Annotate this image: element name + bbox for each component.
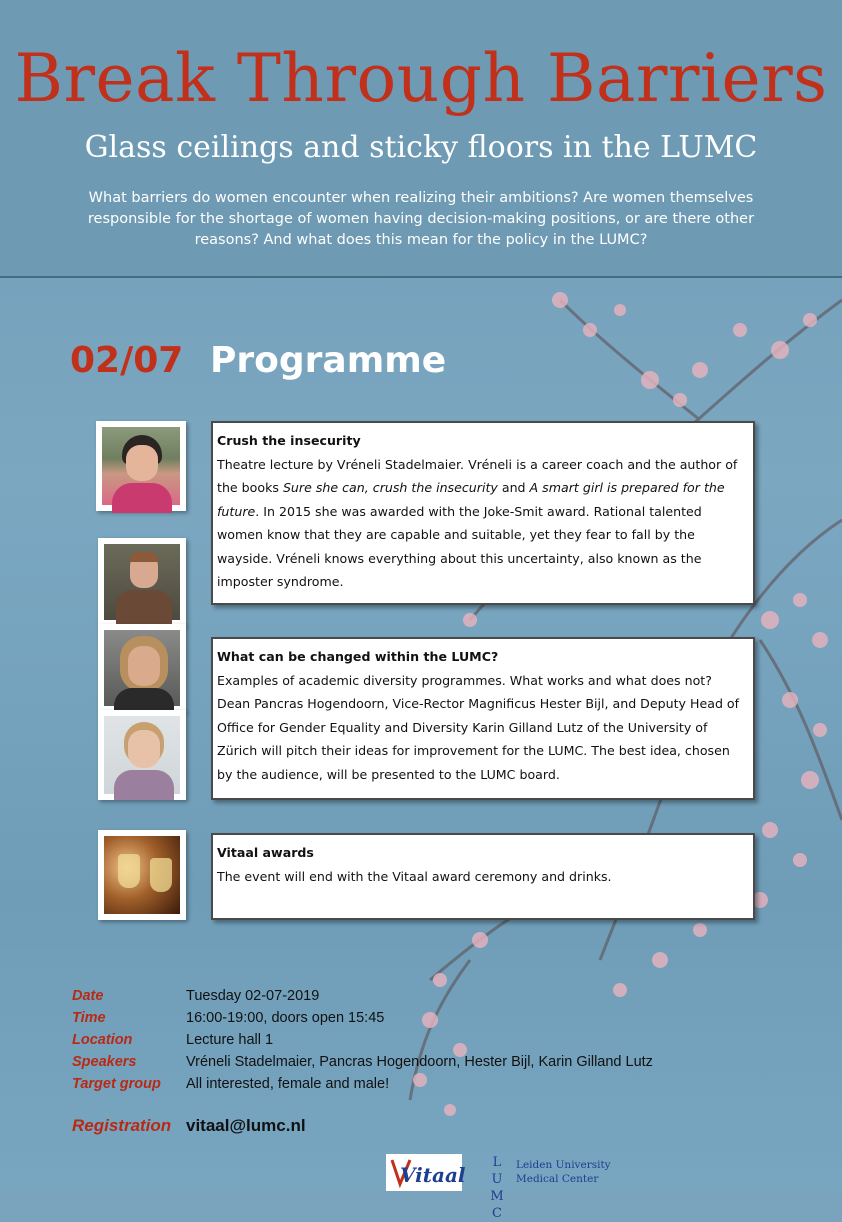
detail-label: Date [72,988,104,1004]
session-card-changes-lumc [211,637,755,800]
registration-label: Registration [72,1116,172,1135]
detail-value: Lecture hall 1 [186,1032,274,1048]
detail-value: Vréneli Stadelmaier, Pancras Hogendoorn, Hester Bijl, Karin Gilland Lutz [186,1054,653,1070]
detail-row-date [72,985,653,1007]
detail-label: Location [72,1032,133,1048]
detail-label: Time [72,1010,106,1026]
speaker-photo-stadelmaier [96,421,186,511]
session-card-vitaal-awards [211,833,755,920]
page-subtitle: Glass ceilings and sticky floors in the LUMC [84,130,758,165]
header-band [0,0,842,278]
vitaal-logo: Vitaal [386,1154,462,1191]
lumc-logo [486,1154,636,1221]
detail-value: 16:00-19:00, doors open 15:45 [186,1010,385,1026]
detail-label: Speakers [72,1054,137,1070]
programme-date: 02/07 [70,340,184,381]
speaker-photo-bijl [98,624,186,712]
session-description: Theatre lecture by Vréneli Stadelmaier. Vréneli is a career coach and the author of the books Sure she can, crush the insecurity and A smart girl is prepared for the future. In 2015 she was awarded with the Joke-Smit award. Rational talented women know that they are capable and suitable, yet they fear to fall by the wayside. Vréneli knows everything about this uncertainty, also known as the imposter syndrome. [217,456,738,589]
registration-row [72,1116,306,1136]
session-description: Examples of academic diversity programmes. What works and what does not? Dean Pancras Hogendoorn, Vice-Rector Magnificus Hester Bijl, and Deputy Head of Office for Gender Equality and Diversity Karin Gilland Lutz of the University of Zürich will pitch their ideas for improvement for the LUMC. The best idea, chosen by the audience, will be presented to the LUMC board. [217,672,740,782]
detail-row-target-group [72,1073,653,1095]
session-title: Crush the insecurity [217,433,361,448]
lumc-letters: L U M C [490,1155,504,1221]
page-title: Break Through Barriers [14,40,828,117]
detail-row-time [72,1007,653,1029]
speaker-photo-gilland-lutz [98,710,186,800]
detail-value: Tuesday 02-07-2019 [186,988,320,1004]
session-card-crush-insecurity [211,421,755,605]
session-description: The event will end with the Vitaal award ceremony and drinks. [217,868,612,884]
event-details [72,985,653,1095]
detail-value: All interested, female and male! [186,1076,390,1092]
drinks-photo [98,830,186,920]
detail-row-speakers [72,1051,653,1073]
session-title: What can be changed within the LUMC? [217,649,499,664]
intro-paragraph: What barriers do women encounter when realizing their ambitions? Are women themselves responsible for the shortage of women having decision-making positions, or are there other reasons? And what does this mean for the policy in the LUMC? [87,190,755,248]
registration-email-link[interactable]: vitaal@lumc.nl [186,1116,306,1135]
detail-label: Target group [72,1076,161,1092]
session-title: Vitaal awards [217,845,314,860]
programme-heading: Programme [210,340,447,381]
speaker-photo-hogendoorn [98,538,186,626]
lumc-name: Leiden University Medical Center [516,1159,611,1185]
detail-row-location [72,1029,653,1051]
